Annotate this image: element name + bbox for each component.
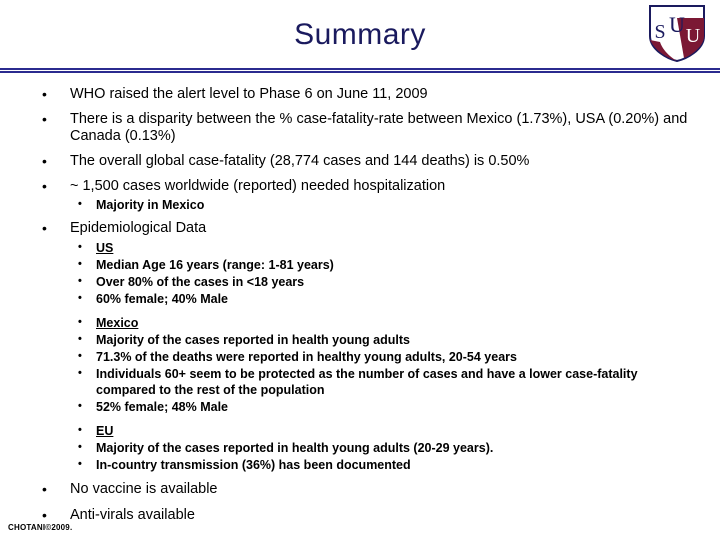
bullet-marker: • [78, 441, 82, 454]
sub-list-item [70, 274, 696, 290]
bullet-marker: • [78, 333, 82, 346]
bullet-text: ~ 1,500 cases worldwide (reported) needed hospitalization [70, 177, 446, 194]
bullet-marker: • [42, 220, 47, 237]
list-item [30, 178, 696, 214]
bullet-marker: • [78, 258, 82, 271]
bullet-marker: • [42, 506, 47, 523]
footer-credit: CHOTANI©2009. [8, 523, 73, 532]
bullet-text: The overall global case-fatality (28,774 cases and 144 deaths) is 0.50% [70, 153, 530, 170]
sub-bullet-text: 71.3% of the deaths were reported in healthy young adults, 20-54 years [96, 350, 517, 365]
bullet-text: There is a disparity between the % case-fatality-rate between Mexico (1.73%), USA (0.20%) and Canada (0.13%) [70, 110, 688, 145]
sub-list-item [70, 366, 696, 398]
list-item [30, 220, 696, 473]
sub-list-item [70, 423, 696, 439]
svg-text:U: U [669, 12, 685, 37]
bullet-marker: • [78, 350, 82, 363]
page-title: Summary [294, 18, 426, 51]
sub-list-item [70, 457, 696, 473]
bullet-text: No vaccine is available [70, 481, 218, 498]
bullet-marker: • [78, 367, 82, 380]
list-item [30, 86, 696, 104]
sub-bullet-text: Individuals 60+ seem to be protected as the number of cases and have a lower case-fatality compared to the rest of the population [96, 367, 638, 398]
sub-bullet-text: 60% female; 40% Male [96, 292, 229, 307]
bullet-marker: • [78, 275, 82, 288]
sub-list-item [70, 291, 696, 307]
sub-list-item [70, 332, 696, 348]
slide-body [30, 86, 696, 532]
list-item [30, 507, 696, 525]
bullet-marker: • [78, 292, 82, 305]
sub-bullet-text: Over 80% of the cases in <18 years [96, 275, 305, 290]
sub-list-item [70, 197, 696, 213]
bullet-marker: • [78, 458, 82, 471]
svg-text:U: U [685, 25, 701, 47]
bullet-marker: • [78, 400, 82, 413]
list-item [30, 153, 696, 171]
list-item [30, 481, 696, 499]
sub-bullet-text: Majority of the cases reported in health young adults (20-29 years). [96, 441, 494, 456]
bullet-list [30, 86, 696, 525]
sub-list-item [70, 257, 696, 273]
sub-list-item [70, 440, 696, 456]
sub-bullet-text: In-country transmission (36%) has been documented [96, 458, 411, 473]
bullet-marker: • [78, 316, 82, 329]
sub-bullet-text: EU [96, 424, 114, 439]
bullet-marker: • [78, 198, 82, 211]
sub-list-item [70, 349, 696, 365]
bullet-marker: • [42, 110, 47, 127]
sub-list-item [70, 240, 696, 256]
svg-text:S: S [654, 21, 666, 43]
bullet-text: WHO raised the alert level to Phase 6 on June 11, 2009 [70, 86, 428, 102]
bullet-marker: • [78, 424, 82, 437]
bullet-text: Anti-virals available [70, 506, 195, 523]
bullet-marker: • [42, 153, 47, 170]
sub-bullet-text: Majority in Mexico [96, 198, 205, 213]
bullet-marker: • [42, 177, 47, 194]
bullet-marker: • [42, 86, 47, 102]
title-divider [0, 68, 720, 73]
sub-bullet-text: Majority of the cases reported in health young adults [96, 333, 410, 348]
sub-list-item [70, 315, 696, 331]
bullet-marker: • [42, 481, 47, 498]
list-item [30, 111, 696, 146]
sub-bullet-text: Median Age 16 years (range: 1-81 years) [96, 258, 334, 273]
sub-bullet-list [70, 240, 696, 473]
bullet-marker: • [78, 241, 82, 254]
sub-bullet-list [70, 197, 696, 213]
bullet-text: Epidemiological Data [70, 220, 207, 237]
sub-bullet-text: Mexico [96, 316, 139, 331]
sub-bullet-text: 52% female; 48% Male [96, 400, 229, 415]
sub-list-item [70, 399, 696, 415]
sub-bullet-text: US [96, 241, 114, 256]
